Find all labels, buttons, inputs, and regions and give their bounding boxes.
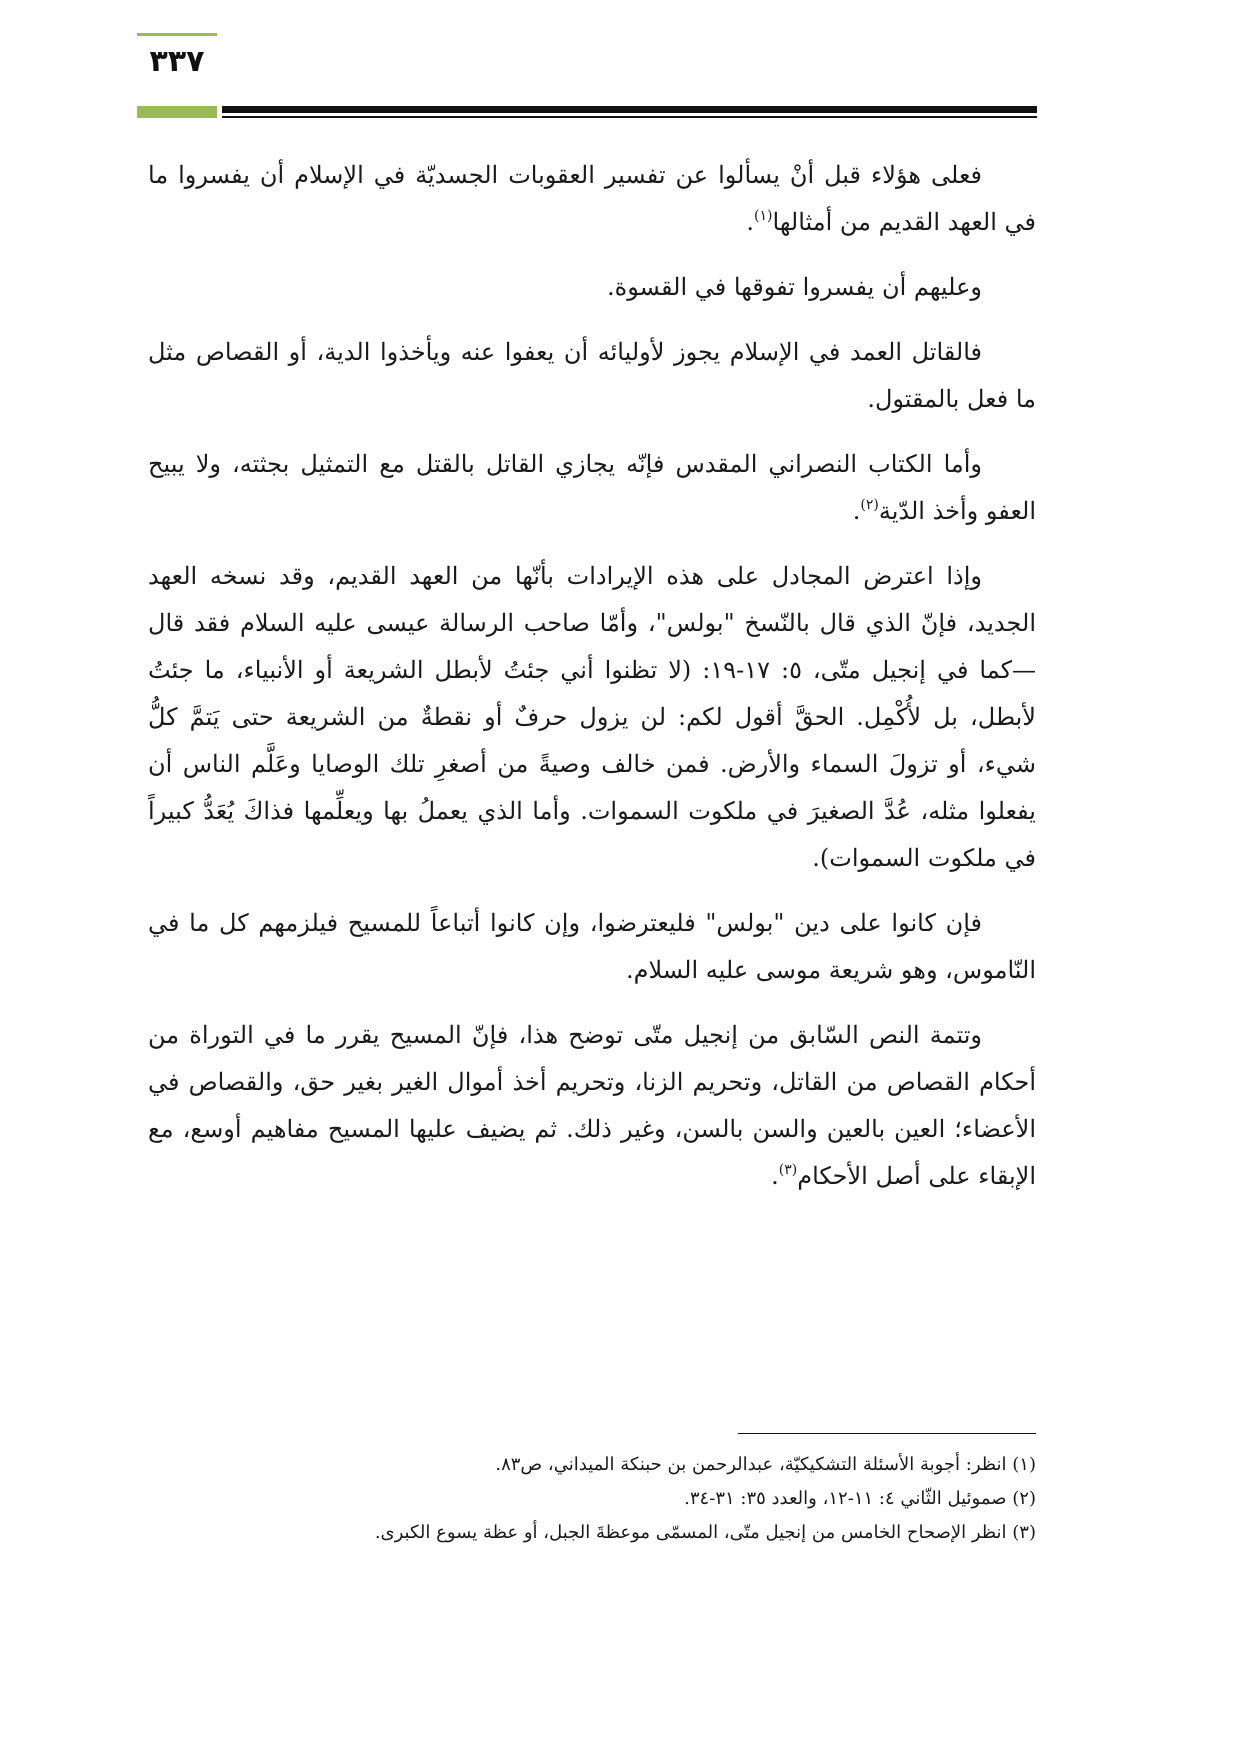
paragraph-end: . (852, 497, 861, 525)
paragraph (148, 900, 1036, 994)
page-header (0, 0, 1240, 130)
footnote-ref[interactable]: (٣) (778, 1162, 798, 1178)
footnote-3: (٣) انظر الإصحاح الخامس من إنجيل متّى، المسمّى موعظةَ الجبل، أو عظة يسوع الكبرى. (374, 1522, 1036, 1543)
footnote-ref[interactable]: (١) (754, 208, 773, 224)
paragraph-text: فالقاتل العمد في الإسلام يجوز لأوليائه أن يعفوا عنه ويأخذوا الدية، أو القصاص مثل ما فعل بالمقتول. (148, 338, 1036, 413)
paragraph-text: وإذا اعترض المجادل على هذه الإيرادات بأنّها من العهد القديم، وقد نسخه العهد الجديد، فإنّ الذي قال بالنّسخ "بولس"، وأمّا صاحب الرسالة عيسى عليه السلام فقد قال —كما في إنجيل متّى، ٥: ١٧-١٩: (لا تظنوا أني جئتُ لأبطل الشريعة أو الأنبياء، ما جئتُ لأبطل، بل لأُكْمِل. الحقَّ أقول لكم: لن يزول حرفٌ أو نقطةٌ من الشريعة حتى يَتمَّ كلُّ شيء، أو تزولَ السماء والأرض. فمن خالف وصيةً من أصغرِ تلك الوصايا وعَلَّم الناس أن يفعلوا مثله، عُدَّ الصغيرَ في ملكوت السموات. وأما الذي يعملُ بها ويعلِّمها فذاكَ يُعَدُّ كبيراً في ملكوت السموات). (148, 562, 1036, 872)
footnote-1: (١) انظر: أجوبة الأسئلة التشكيكيّة، عبدالرحمن بن حبنكة الميداني، ص٨٣. (495, 1454, 1036, 1475)
header-accent-line (137, 33, 217, 36)
header-rule-thin (222, 116, 1037, 118)
header-rule-thick (222, 106, 1037, 113)
paragraph-text: وتتمة النص السّابق من إنجيل متّى توضح هذا، فإنّ المسيح يقرر ما في التوراة من أحكام القصاص من القاتل، وتحريم الزنا، وتحريم أخذ أموال الغير بغير حق، والقصاص في الأعضاء؛ العين بالعين والسن بالسن، وغير ذلك. ثم يضيف عليها المسيح مفاهيم أوسع، مع الإبقاء على أصل الأحكام (148, 1021, 1037, 1190)
header-accent-block (137, 106, 217, 118)
footnote-2: (٢) صموئيل الثّاني ٤: ١١-١٢، والعدد ٣٥: ٣١-٣٤. (684, 1488, 1036, 1509)
paragraph (148, 1012, 1036, 1200)
paragraph (148, 329, 1036, 423)
paragraph (148, 441, 1036, 535)
paragraph-text: فإن كانوا على دين "بولس" فليعترضوا، وإن كانوا أتباعاً للمسيح فيلزمهم كل ما في النّاموس، وهو شريعة موسى عليه السلام. (148, 909, 1036, 984)
paragraph (148, 264, 1036, 311)
page-number: ٣٣٧ (149, 44, 205, 79)
paragraph-text: وعليهم أن يفسروا تفوقها في القسوة. (607, 273, 982, 301)
paragraph-end: . (746, 208, 755, 236)
paragraph-text: وأما الكتاب النصراني المقدس فإنّه يجازي القاتل بالقتل مع التمثيل بجثته، ولا يبيح العفو وأخذ الدّية (148, 450, 1036, 525)
footnotes (148, 1448, 1036, 1550)
paragraph-text: فعلى هؤلاء قبل أنْ يسألوا عن تفسير العقوبات الجسديّة في الإسلام أن يفسروا ما في العهد القديم من أمثالها (148, 161, 1036, 236)
paragraph (148, 152, 1036, 246)
paragraph (148, 553, 1036, 882)
footnote-ref[interactable]: (٢) (860, 497, 879, 513)
footnote-separator (738, 1433, 1036, 1434)
paragraph-end: . (771, 1162, 779, 1190)
body-text (148, 152, 1036, 1218)
